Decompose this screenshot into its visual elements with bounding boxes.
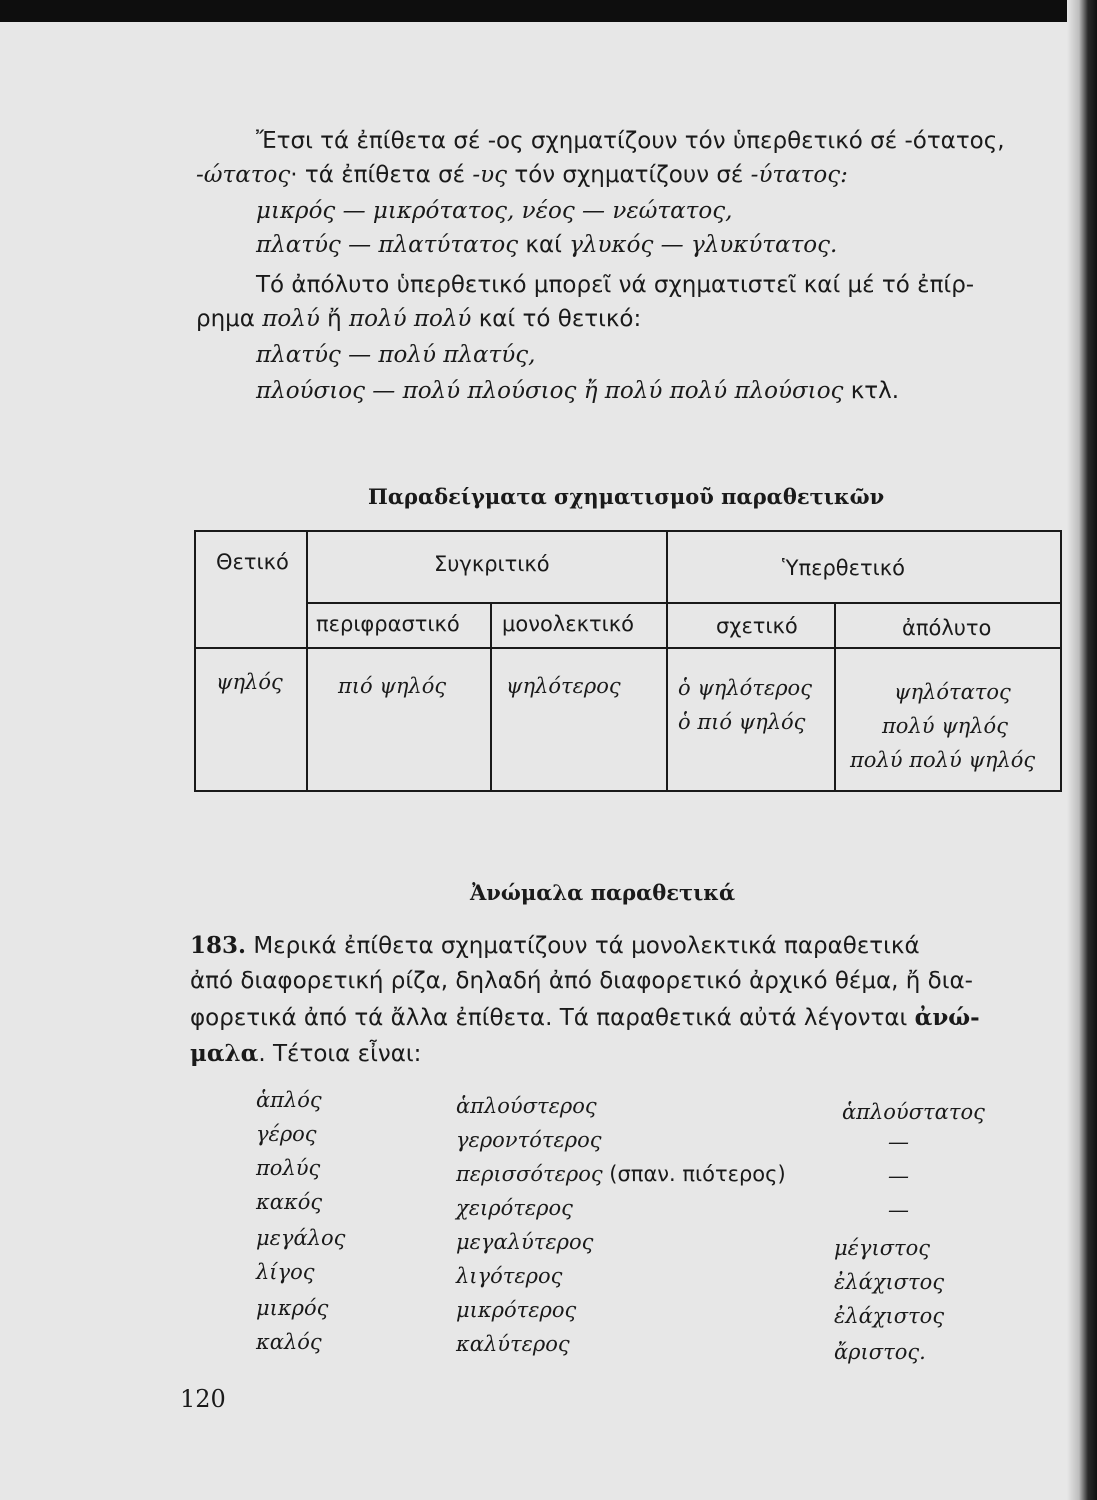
comparison-table <box>194 530 1062 792</box>
list-sup-5: ἐλάχιστος <box>834 1270 945 1294</box>
list-sup-4: μέγιστος <box>834 1236 931 1260</box>
table-col-line-2 <box>490 602 492 792</box>
cell-schetiko-2: ὁ πιό ψηλός <box>678 710 806 734</box>
section-183-line-1 <box>190 932 920 959</box>
list-comp-6: μικρότερος <box>456 1298 577 1322</box>
table-border-right <box>1060 530 1062 792</box>
para2-line-2a: ρημα <box>196 306 263 332</box>
example-4b: κτλ. <box>843 378 900 404</box>
term-anomala-2: μαλα <box>190 1040 259 1067</box>
header-thetiko: Θετικό <box>216 550 289 574</box>
header-sygkritiko: Συγκριτικό <box>434 552 550 576</box>
intro-line-1: Ἔτσι τά ἐπίθετα σέ -ος σχηματίζουν τόν ὑπερθετικό σέ -ότατος, <box>256 128 1005 154</box>
cell-thetiko: ψηλός <box>216 670 283 694</box>
cell-apolyto-1: ψηλότατος <box>894 680 1011 704</box>
example-2a: πλατύς — πλατύτατος <box>256 232 519 258</box>
intro-line-2-text2: τόν σχηματίζουν σέ <box>507 162 751 188</box>
list-sup-7: ἄριστος. <box>834 1340 926 1364</box>
intro-line-2 <box>196 162 848 188</box>
example-2 <box>256 232 837 258</box>
list-comp-7: καλύτερος <box>456 1332 570 1356</box>
list-comp-5: λιγότερος <box>456 1264 563 1288</box>
section-183-text-1: Μερικά ἐπίθετα σχηματίζουν τά μονολεκτικά παραθετικά <box>246 933 920 959</box>
list-pos-0: ἁπλός <box>256 1088 322 1112</box>
list-comp-4: μεγαλύτερος <box>456 1230 594 1254</box>
suffix-otatos: -ώτατος <box>196 162 291 188</box>
section-183-line-4 <box>190 1040 421 1067</box>
table-title: Παραδείγματα σχηματισμοῦ παραθετικῶν <box>368 484 885 509</box>
example-2c: γλυκός — γλυκύτατος. <box>569 232 838 258</box>
page-number: 120 <box>180 1385 226 1413</box>
list-sup-2: — <box>888 1164 909 1188</box>
list-sup-6: ἐλάχιστος <box>834 1304 945 1328</box>
example-3: πλατύς — πολύ πλατύς, <box>256 342 536 368</box>
scan-top-edge <box>0 0 1097 22</box>
section-number: 183. <box>190 932 247 959</box>
list-sup-3: — <box>888 1198 909 1222</box>
header-apolyto: ἀπόλυτο <box>902 616 992 640</box>
section-183-line-3 <box>190 1004 980 1031</box>
table-subheader-line <box>306 602 1062 604</box>
intro-line-2-text: · τά ἐπίθετα σέ <box>290 162 473 188</box>
list-comp-0: ἁπλούστερος <box>456 1094 597 1118</box>
header-schetiko: σχετικό <box>716 614 798 638</box>
para2-line-1: Τό ἀπόλυτο ὑπερθετικό μπορεῖ νά σχηματιστεῖ καί μέ τό ἐπίρ- <box>256 272 975 298</box>
table-col-line-3 <box>666 530 668 792</box>
para2-line-2e: καί τό θετικό: <box>471 306 642 332</box>
table-border-top <box>194 530 1062 532</box>
anomala-heading: Ἀνώμαλα παραθετικά <box>470 880 736 905</box>
cell-periphrastiko: πιό ψηλός <box>338 674 447 698</box>
section-183-line-2: ἀπό διαφορετική ρίζα, δηλαδή ἀπό διαφορετικό ἀρχικό θέμα, ἤ δια- <box>190 968 973 994</box>
list-comp-1: γεροντότερος <box>456 1128 602 1152</box>
cell-apolyto-3: πολύ πολύ ψηλός <box>850 748 1036 772</box>
example-2-conj: καί <box>518 232 570 258</box>
list-comp-2-word: περισσότερος <box>456 1162 603 1186</box>
example-4 <box>256 378 899 404</box>
cell-apolyto-2: πολύ ψηλός <box>882 714 1008 738</box>
term-anomala-1: ἀνώ- <box>914 1004 980 1031</box>
suffix-ys: -υς <box>472 162 508 188</box>
list-pos-3: κακός <box>256 1190 323 1214</box>
para2-line-2 <box>196 306 641 332</box>
table-col-line-4 <box>834 602 836 792</box>
scan-right-edge <box>1067 0 1097 1500</box>
list-sup-0: ἁπλούστατος <box>842 1100 985 1124</box>
header-periphrastiko: περιφραστικό <box>316 612 460 636</box>
list-pos-2: πολύς <box>256 1156 321 1180</box>
list-comp-2 <box>456 1162 786 1186</box>
cell-monolektiko: ψηλότερος <box>506 674 621 698</box>
table-header-line <box>194 647 1062 649</box>
table-col-line-1 <box>306 530 308 792</box>
header-yperthetiko: Ὑπερθετικό <box>782 556 905 580</box>
example-1: μικρός — μικρότατος, νέος — νεώτατος, <box>256 198 733 224</box>
list-pos-6: μικρός <box>256 1296 329 1320</box>
list-comp-3: χειρότερος <box>456 1196 573 1220</box>
section-183-text-4: . Τέτοια εἶναι: <box>258 1041 422 1067</box>
list-pos-5: λίγος <box>256 1260 315 1284</box>
list-comp-2-note: (σπαν. πιότερος) <box>609 1162 786 1186</box>
list-pos-1: γέρος <box>256 1122 317 1146</box>
section-183-text-3: φορετικά ἀπό τά ἄλλα ἐπίθετα. Τά παραθετικά αὐτά λέγονται <box>190 1005 915 1031</box>
list-pos-7: καλός <box>256 1330 322 1354</box>
header-monolektiko: μονολεκτικό <box>502 612 634 636</box>
list-sup-1: — <box>888 1130 909 1154</box>
para2-poly: πολύ <box>262 306 320 332</box>
list-pos-4: μεγάλος <box>256 1226 346 1250</box>
table-border-bottom <box>194 790 1062 792</box>
suffix-ytatos: -ύτατος: <box>750 162 848 188</box>
example-4a: πλούσιος — πολύ πλούσιος ἤ πολύ πολύ πλούσιος <box>256 378 844 404</box>
cell-schetiko-1: ὁ ψηλότερος <box>678 676 812 700</box>
table-border-left <box>194 530 196 792</box>
para2-poly-poly: πολύ πολύ <box>349 306 472 332</box>
para2-or: ἤ <box>319 306 350 332</box>
